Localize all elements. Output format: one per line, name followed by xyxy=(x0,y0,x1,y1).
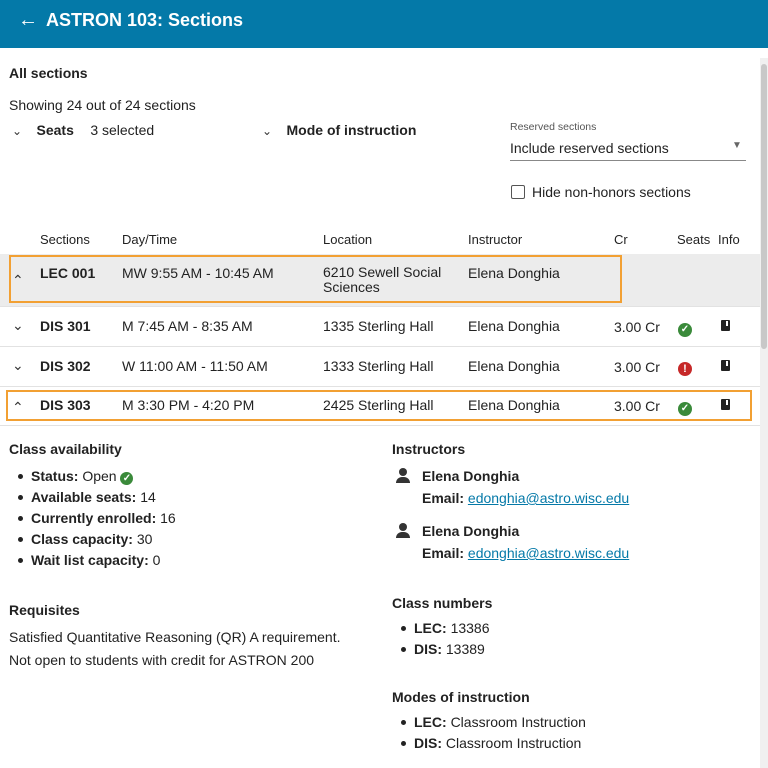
info-book-icon[interactable] xyxy=(721,318,730,334)
highlight-box xyxy=(6,390,752,421)
mode-filter[interactable] xyxy=(262,122,416,140)
modes-list xyxy=(392,712,586,754)
chevron-down-icon[interactable]: ⌄ xyxy=(12,357,24,373)
showing-count: Showing 24 out of 24 sections xyxy=(9,97,196,113)
list-item: LEC: Classroom Instruction xyxy=(414,712,586,733)
section-location: 2425 Sterling Hall xyxy=(323,397,434,413)
instructors-heading: Instructors xyxy=(392,441,466,457)
app-header xyxy=(0,0,768,48)
requisite-line: Not open to students with credit for ASTRON 200 xyxy=(9,652,315,668)
col-header-location: Location xyxy=(323,232,373,247)
section-location: 1335 Sterling Hall xyxy=(323,318,434,334)
person-icon xyxy=(396,468,410,484)
back-arrow-icon[interactable]: ← xyxy=(18,9,38,31)
requisite-line: Satisfied Quantitative Reasoning (QR) A requirement. xyxy=(9,629,341,645)
instructor-email-row: Email: edonghia@astro.wisc.edu xyxy=(422,545,630,561)
list-item: Status: Open ✓ xyxy=(31,466,176,487)
section-code: DIS 303 xyxy=(40,397,91,413)
instructor-name: Elena Donghia xyxy=(422,523,520,539)
info-book-icon[interactable] xyxy=(721,358,730,374)
col-header-sections: Sections xyxy=(40,232,90,247)
section-location: 1333 Sterling Hall xyxy=(323,358,434,374)
instructor-email-row: Email: edonghia@astro.wisc.edu xyxy=(422,490,630,506)
chevron-down-icon[interactable]: ⌄ xyxy=(12,317,24,333)
dropdown-arrow-icon[interactable]: ▼ xyxy=(732,140,742,151)
section-code: DIS 302 xyxy=(40,358,91,374)
hide-non-honors-label[interactable]: Hide non-honors sections xyxy=(532,184,691,200)
class-numbers-heading: Class numbers xyxy=(392,595,493,611)
modes-heading: Modes of instruction xyxy=(392,689,530,705)
section-time: M 3:30 PM - 4:20 PM xyxy=(122,397,255,413)
col-header-instructor: Instructor xyxy=(468,232,523,247)
section-code: LEC 001 xyxy=(40,265,96,281)
seats-closed-icon: ! xyxy=(678,359,692,376)
mode-filter-label: Mode of instruction xyxy=(286,122,417,138)
chevron-up-icon[interactable]: ⌃ xyxy=(12,272,24,288)
list-item: Currently enrolled: 16 xyxy=(31,508,176,529)
section-time: MW 9:55 AM - 10:45 AM xyxy=(122,265,274,281)
table-row[interactable] xyxy=(0,347,760,387)
section-credits: 3.00 Cr xyxy=(614,319,660,335)
page-title: ASTRON 103: Sections xyxy=(46,10,244,30)
all-sections-heading: All sections xyxy=(9,65,88,81)
section-time: W 11:00 AM - 11:50 AM xyxy=(122,358,268,374)
status-open-icon: ✓ xyxy=(120,472,133,485)
col-header-seats: Seats xyxy=(677,232,711,247)
table-row[interactable] xyxy=(0,307,760,347)
list-item: Wait list capacity: 0 xyxy=(31,550,176,571)
highlight-box xyxy=(9,255,622,303)
instructor-name: Elena Donghia xyxy=(422,468,520,484)
section-credits: 3.00 Cr xyxy=(614,398,660,414)
availability-list xyxy=(9,466,176,571)
seats-filter-label: Seats xyxy=(36,122,74,138)
availability-heading: Class availability xyxy=(9,441,122,457)
hide-non-honors-checkbox[interactable] xyxy=(511,185,525,199)
seats-filter-value: 3 selected xyxy=(90,122,155,138)
email-link[interactable]: edonghia@astro.wisc.edu xyxy=(467,545,630,561)
list-item: LEC: 13386 xyxy=(414,618,490,639)
seats-open-icon: ✓ xyxy=(678,398,692,416)
reserved-sections-label: Reserved sections xyxy=(510,121,597,133)
select-underline xyxy=(510,160,746,161)
requisites-heading: Requisites xyxy=(9,602,80,618)
col-header-daytime: Day/Time xyxy=(122,232,178,247)
section-time: M 7:45 AM - 8:35 AM xyxy=(122,318,253,334)
seats-filter[interactable] xyxy=(12,122,154,140)
chevron-up-icon[interactable]: ⌃ xyxy=(12,399,24,415)
email-link[interactable]: edonghia@astro.wisc.edu xyxy=(467,490,630,506)
col-header-info: Info xyxy=(718,232,740,247)
list-item: Available seats: 14 xyxy=(31,487,176,508)
person-icon xyxy=(396,523,410,539)
scrollbar[interactable] xyxy=(760,58,768,768)
class-numbers-list xyxy=(392,618,490,660)
section-instructor: Elena Donghia xyxy=(468,265,560,281)
section-instructor: Elena Donghia xyxy=(468,318,560,334)
section-location: 6210 Sewell Social Sciences xyxy=(323,264,442,295)
section-instructor: Elena Donghia xyxy=(468,397,560,413)
list-item: DIS: Classroom Instruction xyxy=(414,733,586,754)
chevron-down-icon: ⌄ xyxy=(12,124,23,138)
section-credits: 3.00 Cr xyxy=(614,359,660,375)
section-code: DIS 301 xyxy=(40,318,91,334)
scrollbar-thumb[interactable] xyxy=(761,64,767,349)
section-instructor: Elena Donghia xyxy=(468,358,560,374)
chevron-down-icon: ⌄ xyxy=(262,124,273,138)
seats-open-icon: ✓ xyxy=(678,319,692,337)
list-item: Class capacity: 30 xyxy=(31,529,176,550)
col-header-cr: Cr xyxy=(614,232,628,247)
reserved-sections-select[interactable]: Include reserved sections xyxy=(510,140,669,156)
list-item: DIS: 13389 xyxy=(414,639,490,660)
